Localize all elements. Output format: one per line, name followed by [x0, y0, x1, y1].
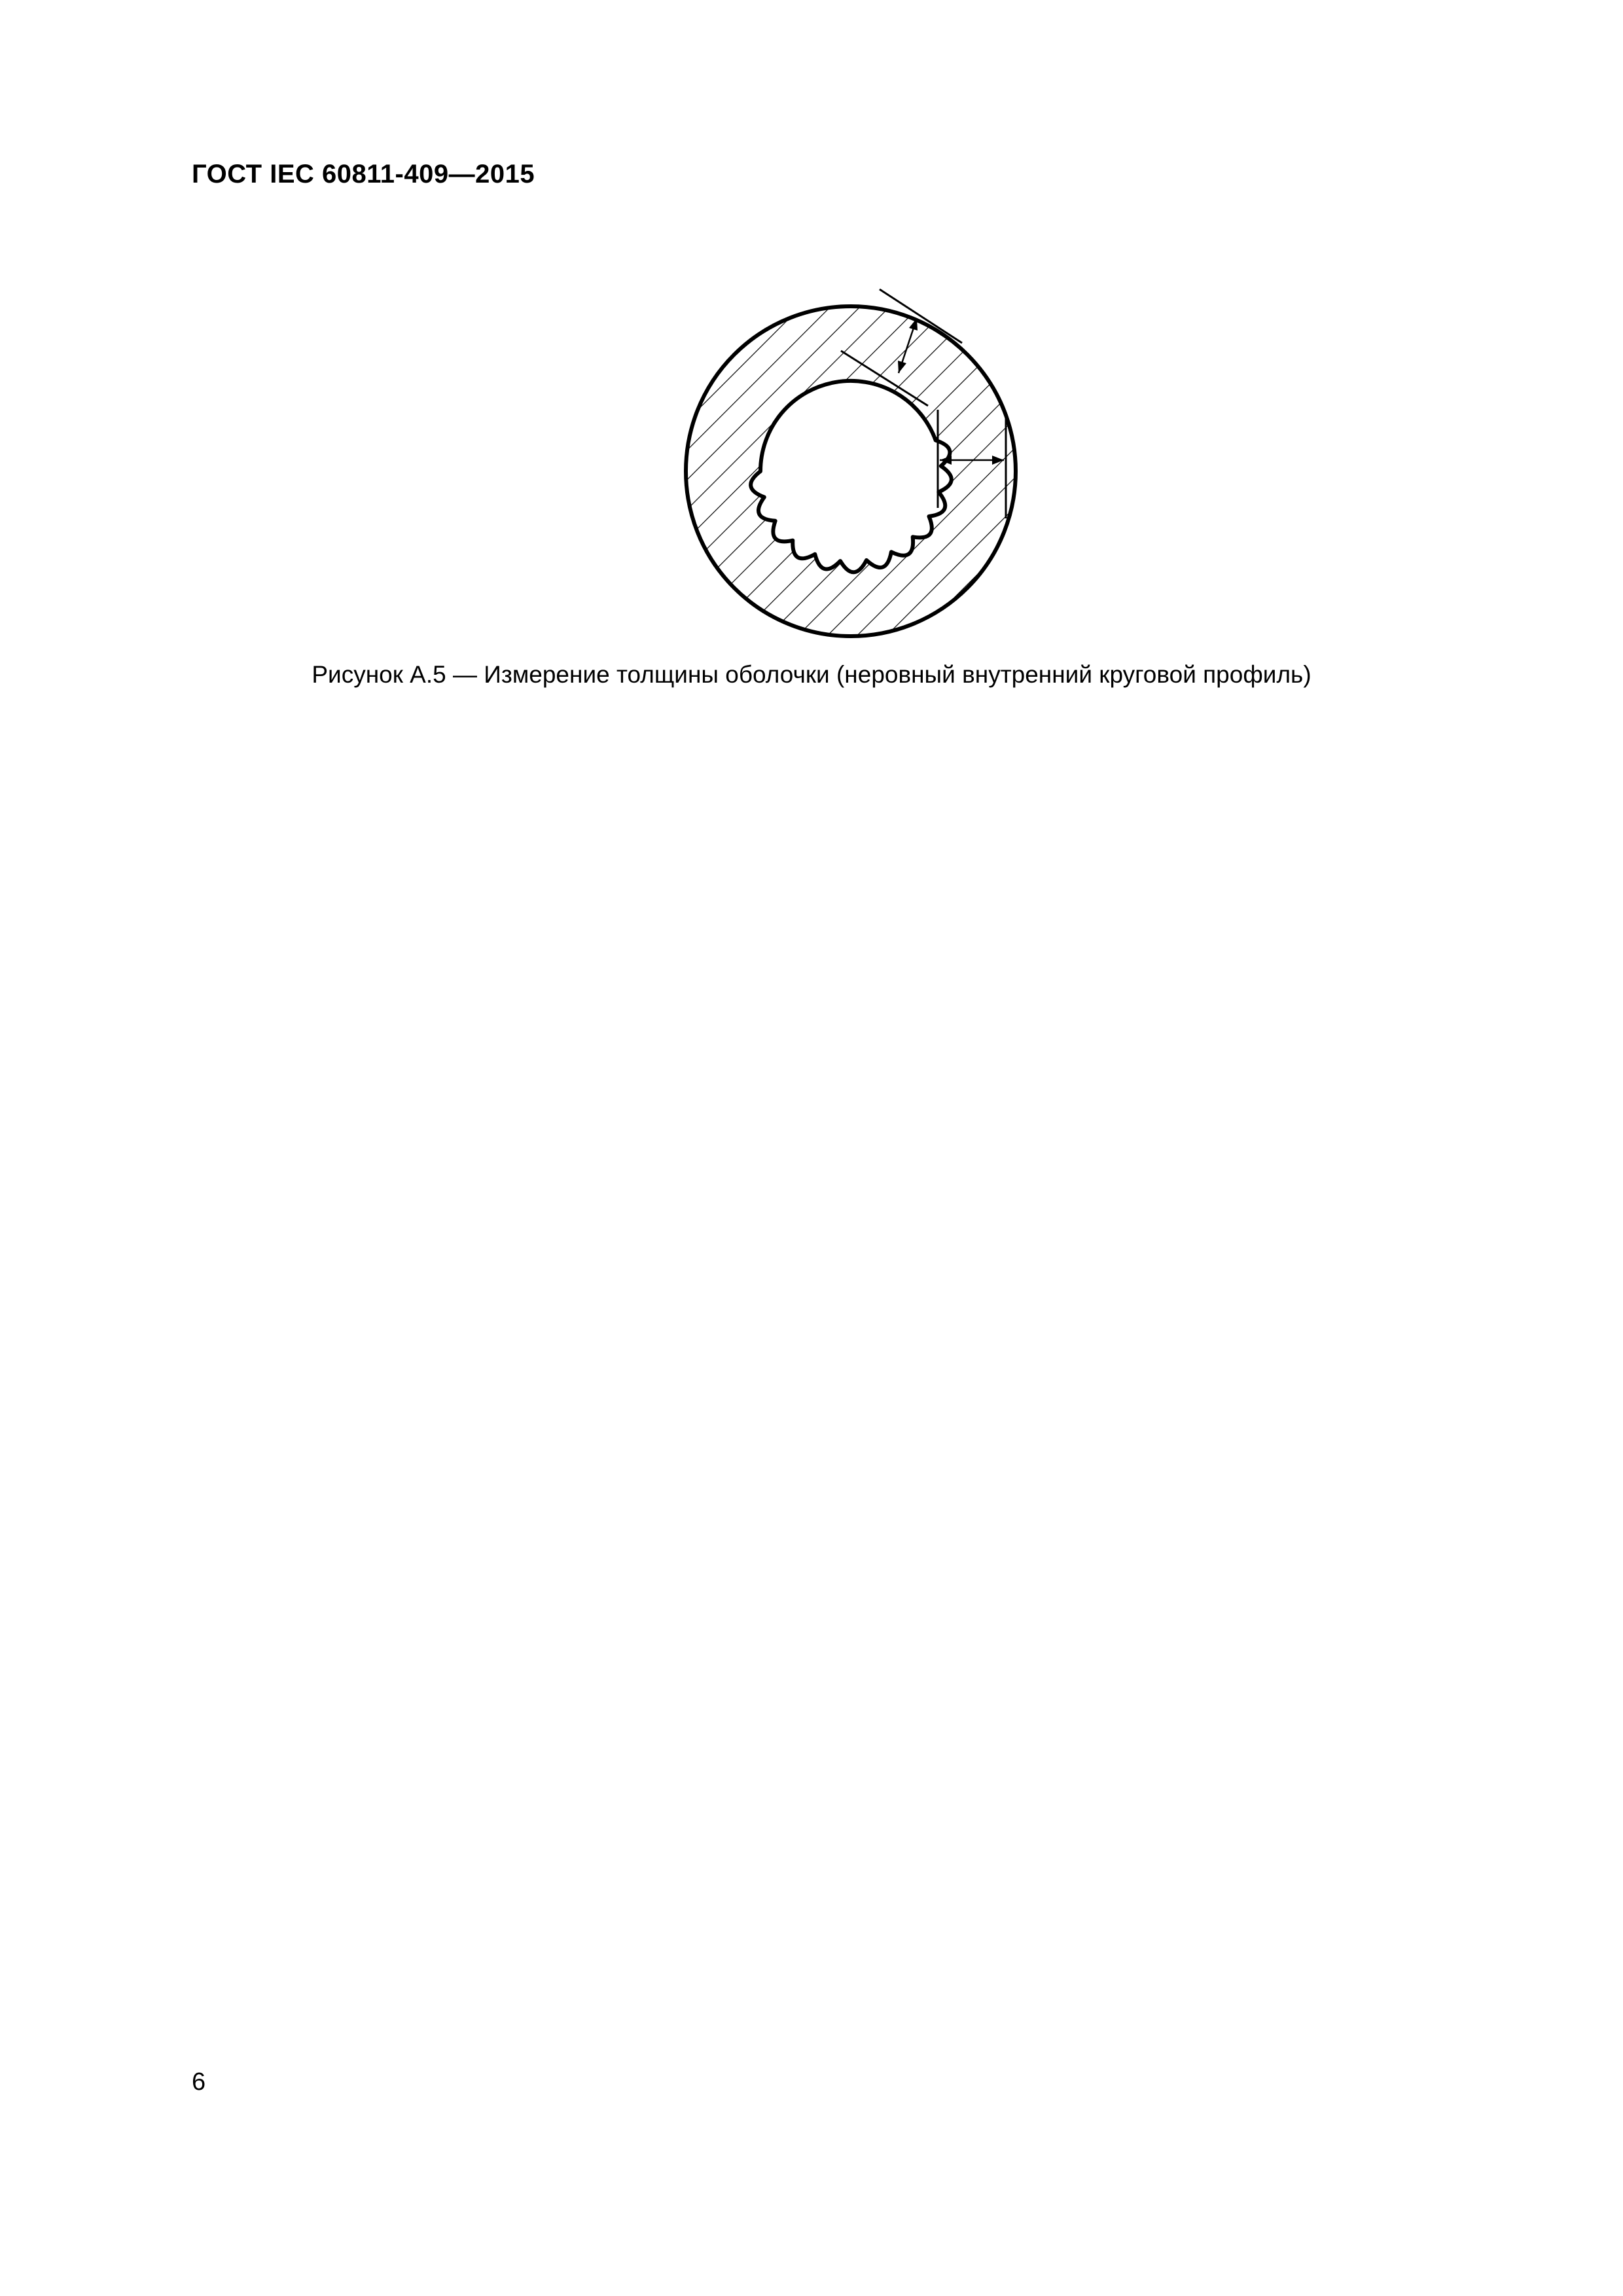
- hatched-insulation-ring: [654, 275, 1047, 668]
- figure-caption: Рисунок А.5 — Измерение толщины оболочки (неровный внутренний круговой профиль): [312, 661, 1311, 688]
- sheath-cross-section-figure: [654, 275, 1047, 668]
- document-code-header: ГОСТ IEC 60811-409—2015: [192, 160, 535, 188]
- sheath-cross-section-drawing: [654, 275, 1047, 668]
- page-number: 6: [192, 2068, 206, 2096]
